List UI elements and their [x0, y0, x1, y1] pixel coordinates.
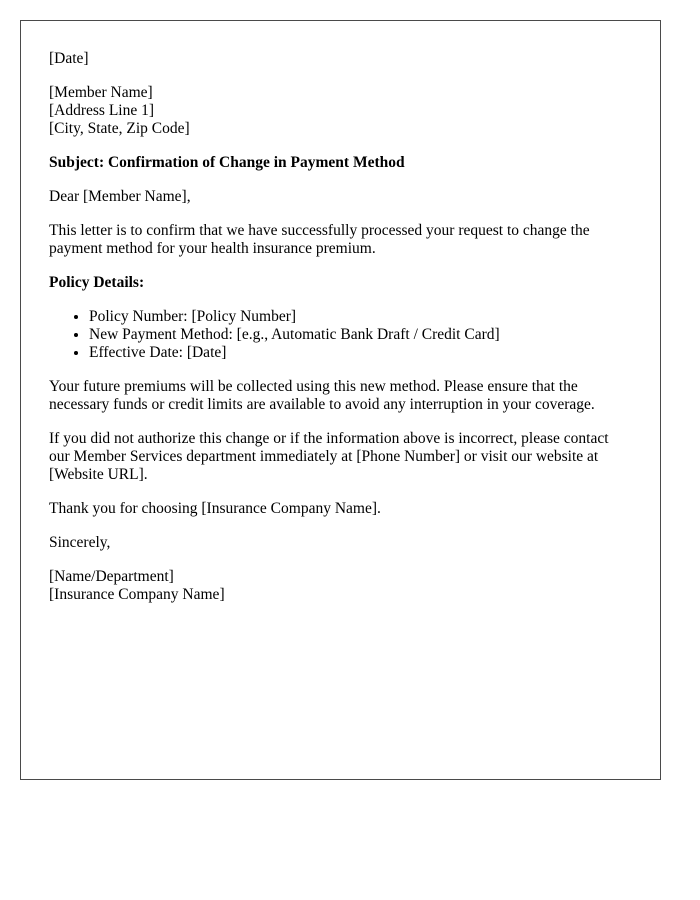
future-premiums-paragraph: Your future premiums will be collected using this new method. Please ensure that the necessary funds or credit limits are available to avoid any interruption in your coverage.	[49, 378, 595, 413]
policy-details-list	[49, 308, 632, 362]
thanks-paragraph: Thank you for choosing [Insurance Company Name].	[49, 500, 381, 517]
recipient-name: [Member Name]	[49, 84, 153, 101]
signature-block	[49, 568, 632, 604]
payment-method-item: • New Payment Method: [e.g., Automatic Bank Draft / Credit Card]	[89, 326, 632, 344]
intro-paragraph: This letter is to confirm that we have successfully processed your request to change the payment method for your health insurance premium.	[49, 222, 590, 257]
contact-paragraph: If you did not authorize this change or if the information above is incorrect, please contact our Member Services department immediately at [Phone Number] or visit our website at [Website URL].	[49, 430, 609, 483]
recipient-city-state-zip: [City, State, Zip Code]	[49, 120, 190, 137]
closing: Sincerely,	[49, 534, 111, 551]
signature-name-department: [Name/Department]	[49, 568, 174, 585]
signature-company: [Insurance Company Name]	[49, 586, 225, 603]
effective-date-item: • Effective Date: [Date]	[89, 344, 632, 362]
recipient-address-line1: [Address Line 1]	[49, 102, 155, 119]
salutation: Dear [Member Name],	[49, 188, 191, 205]
policy-number-item: • Policy Number: [Policy Number]	[89, 308, 632, 326]
policy-details-heading: Policy Details:	[49, 274, 145, 291]
letter-subject: Subject: Confirmation of Change in Payment Method	[49, 154, 405, 171]
letter-date: [Date]	[49, 50, 89, 67]
letter-page	[20, 20, 661, 780]
recipient-address	[49, 84, 632, 138]
